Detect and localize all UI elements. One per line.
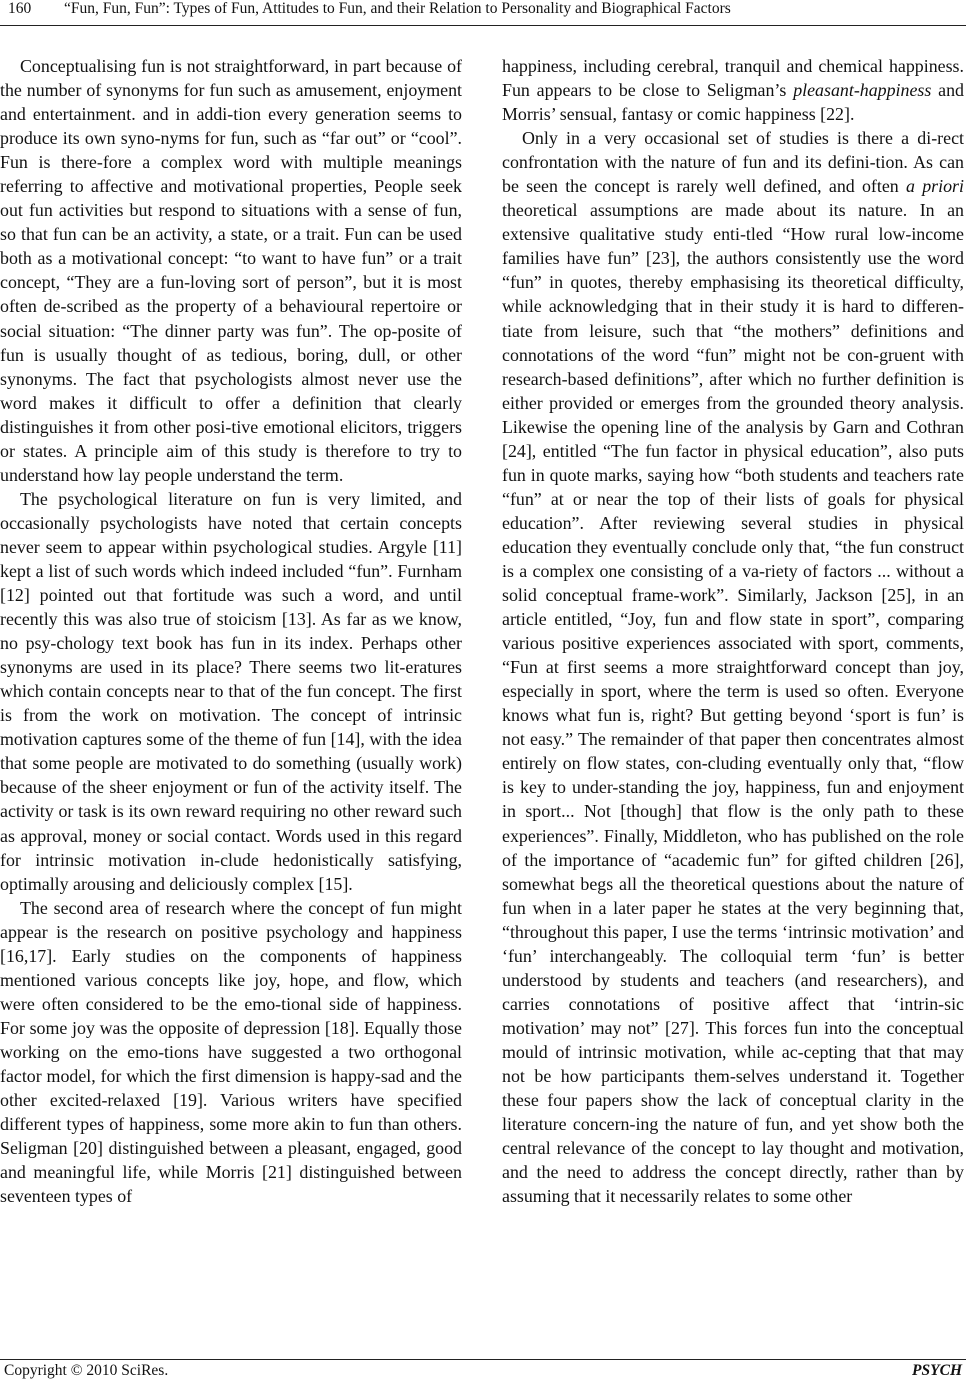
right-column <box>502 54 964 1208</box>
paragraph-conceptualising-fun: Conceptualising fun is not straightforward, in part because of the number of synonyms for fun such as amusement, enjoyment and entertainment. and in addi-tion every generation seems to produce its own syno-nyms for fun, such as “far out” or “cool”. Fun is there-fore a complex word with multiple meanings referring to affective and motivational properties, People seek out fun activities but respond to situations with a sense of fun, so that fun can be an activity, a state, or a trait. Fun can be used both as a motivational concept: “to want to have fun” or a trait concept, “They are a fun-loving sort of person”, but it is most often de-scribed as the property of a behavioural repertoire or social situation: “The dinner party was fun”. The op-posite of fun is usually thought of as tedious, boring, dull, or other synonyms. The fact that psychologists almost never use the word makes it difficult to offer a definition that clearly distinguishes it from other posi-tive emotional elicitors, triggers or states. A principle aim of this study is therefore to try to understand how lay people understand the term. <box>0 56 462 485</box>
italic-term: pleasant-happiness <box>793 80 932 101</box>
left-column <box>0 54 462 1208</box>
italic-term: a priori <box>906 176 964 197</box>
page-footer <box>0 1340 966 1386</box>
text-run: theoretical assumptions are made about its nature. In an extensive qualitative study enti-tled “How rural low-income families have fun” [23], the authors consistently use the word “fun” in quotes, thereby emphasising its theoretical difficulty, while acknowledging that in their study it is hard to differen-tiate from leisure, such that “the mothers” definitions and connotations of the word “fun” might not be con-gruent with research-based definitions”, after which no further definition is either provided or emerges from the grounded theory analysis. Likewise the opening line of the analysis by Garn and Cothran [24], entitled “The fun factor in physical education”, also puts fun in quote marks, saying how “both students and teachers rate “fun” at or near the top of their lists of goals for physical education”. After reviewing several studies in physical education they eventually conclude only that, “the fun construct is a complex one consisting of a va-riety of factors ... without a solid conceptual frame-work”. Similarly, Jackson [25], in an article entitled, “Joy, fun and flow state in sport”, comparing various positive experiences associated with sport, comments, “Fun at first seems a more straightforward concept than joy, especially in sport, where the term is used so often. Everyone knows what fun is, right? But getting beyond ‘sport is fun’ is not easy.” The remainder of that paper then concentrates almost entirely on flow states, con-cluding eventually only that, “flow is key to under-standing the joy, happiness, fun and enjoyment in sport... Not [though] that flow is the only path to these experiences”. Finally, Middleton, who has published on the role of the importance of “academic fun” for gifted children [26], somewhat begs all the theoretical questions about the nature of fun when in a later paper he states at the very beginning that, “throughout this paper, I use the terms ‘intrinsic motivation’ and ‘fun’ interchangeably. The colloquial term ‘fun’ is better understood by students and teachers (and researchers), and carries connotations of positive affect that ‘intrin-sic motivation’ may not” [27]. This forces fun into the conceptual mould of intrinsic motivation, while ac-cepting that that may not be how participants them-selves understand it. Together these four papers show the lack of conceptual clarity in the literature concern-ing the nature of fun, and yet show both the central relevance of the concept to lay thought and motivation, and the need to address the concept directly, rather than by assuming that it necessarily relates to some other <box>502 200 964 1207</box>
running-title: “Fun, Fun, Fun”: Types of Fun, Attitudes to Fun, and their Relation to Personality and Biographical Factors <box>64 0 731 17</box>
paragraph-psychological-literature: The psychological literature on fun is very limited, and occasionally psychologists have noted that certain concepts never seem to appear within psychological studies. Argyle [11] kept a list of such words which indeed included “fun”. Furnham [12] pointed out that fortitude was such a word, and until recently this was also true of stoicism [13]. As far as we know, no psy-chology text book has fun in its index. Perhaps other synonyms are used in its place? There seems two lit-eratures which contain concepts near to that of the fun concept. The first is from the work on motivation. The concept of intrinsic motivation captures some of the theme of fun [14], with the idea that some people are motivated to do something (usually work) because of the sheer enjoyment or fun of the activity itself. The activity or task is its own reward requiring no other reward such as approval, money or social contact. Words used in this regard for intrinsic motivation in-clude hedonistically satisfying, optimally arousing and deliciously complex [15]. <box>0 488 462 894</box>
copyright-notice: Copyright © 2010 SciRes. <box>4 1362 169 1379</box>
paragraph-happiness-continued <box>502 54 964 126</box>
footer-rule <box>0 1359 966 1360</box>
paragraph-positive-psychology: The second area of research where the concept of fun might appear is the research on positive psychology and happiness [16,17]. Early studies on the components of happiness mentioned various concepts like joy, hope, and flow, which were often considered to be the emo-tional side of happiness. For some joy was the opposite of depression [18]. Equally those working on the emo-tions have suggested a two orthogonal factor model, for which the first dimension is happy-sad and the other excited-relaxed [19]. Various writers have specified different types of happiness, some more akin to fun than others. Seligman [20] distinguished between a pleasant, engaged, good and meaningful life, while Morris [21] distinguished between seventeen types of <box>0 897 462 1207</box>
text-run: and Morris’ sensual, fantasy or comic happiness [22]. <box>502 80 964 125</box>
text-run: happiness, including cerebral, tranquil and chemical happiness. Fun appears to be close to Seligman’s <box>502 56 964 101</box>
paragraph-occasional-studies <box>502 126 964 1208</box>
header-rule <box>0 25 966 26</box>
page-number: 160 <box>8 0 32 17</box>
journal-name: PSYCH <box>912 1362 962 1379</box>
text-run: Only in a very occasional set of studies is there a di-rect confrontation with the nature of fun and its defini-tion. As can be seen the concept is rarely well defined, and often <box>502 128 964 197</box>
page-header <box>0 0 966 30</box>
